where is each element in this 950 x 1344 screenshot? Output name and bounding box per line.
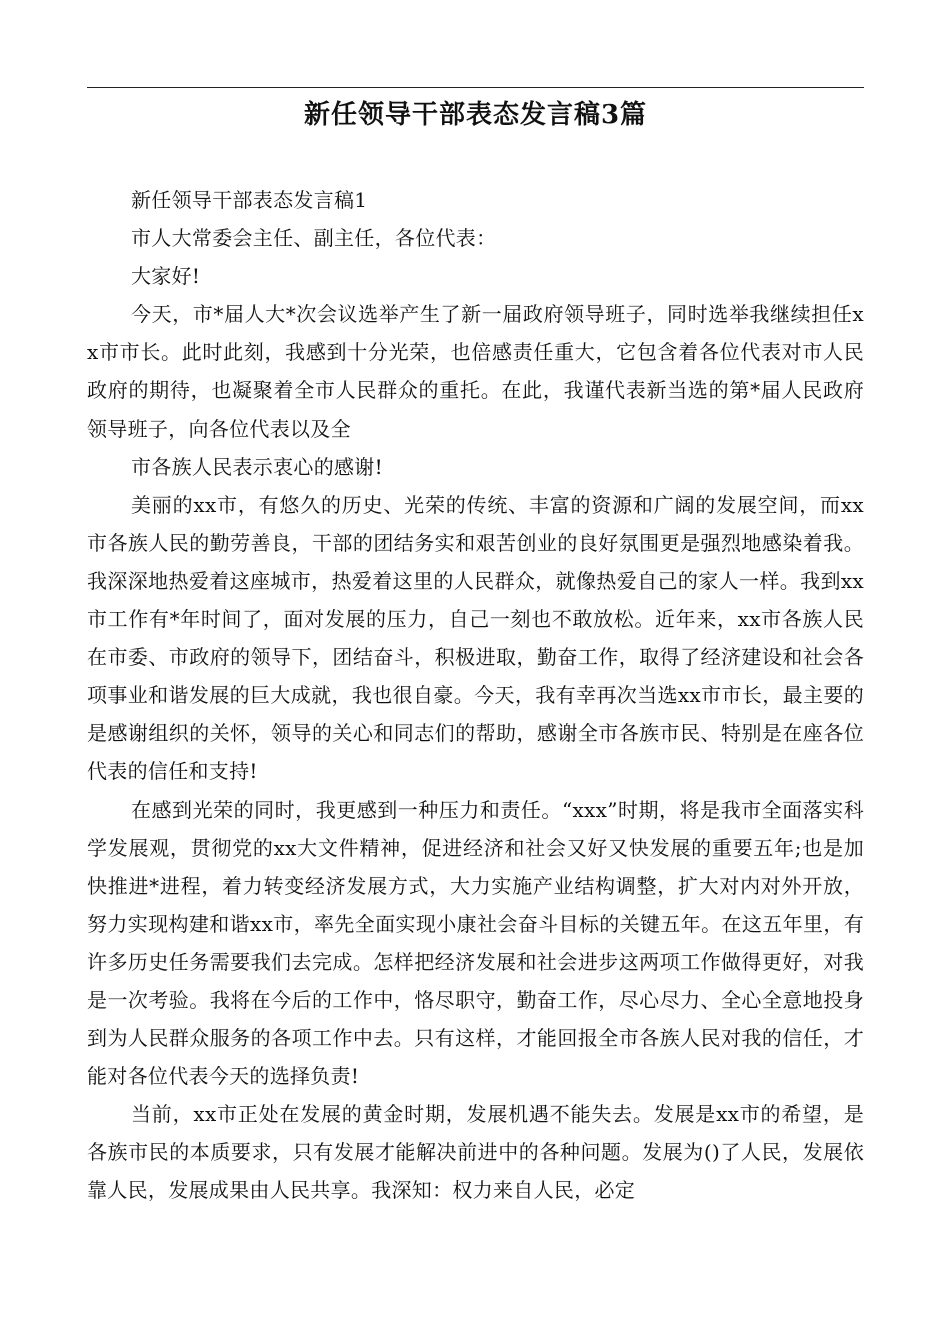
greeting-paragraph: 大家好! (131, 264, 201, 289)
document-title: 新任领导干部表态发言稿3篇 (303, 100, 648, 130)
body-paragraph: 市各族人民表示衷心的感谢! (131, 454, 383, 479)
body-paragraph: 今天，市*届人大*次会议选举产生了新一届政府领导班子，同时选举我继续担任xx市市长。此时此刻，我感到十分光荣，也倍感责任重大，它包含着各位代表对市人民政府的期待，也凝聚着全市人民群众的重托。在此，我谨代表新当选的第*届人民政府领导班子，向各位代表以及全 (87, 302, 864, 441)
body-paragraph: 当前，xx市正处在发展的黄金时期，发展机遇不能失去。发展是xx市的希望，是各族市民的本质要求，只有发展才能解决前进中的各种问题。发展为()了人民，发展依靠人民，发展成果由人民共享。我深知：权力来自人民，必定 (87, 1102, 864, 1203)
salutation-paragraph: 市人大常委会主任、副主任，各位代表： (131, 226, 497, 251)
header-rule (87, 87, 864, 88)
document-body (87, 181, 864, 1210)
body-paragraph: 美丽的xx市，有悠久的历史、光荣的传统、丰富的资源和广阔的发展空间，而xx市各族人民的勤劳善良，干部的团结务实和艰苦创业的良好氛围更是强烈地感染着我。我深深地热爱着这座城市，热爱着这里的人民群众，就像热爱自己的家人一样。我到xx市工作有*年时间了，面对发展的压力，自己一刻也不敢放松。近年来，xx市各族人民在市委、市政府的领导下，团结奋斗，积极进取，勤奋工作，取得了经济建设和社会各项事业和谐发展的巨大成就，我也很自豪。今天，我有幸再次当选xx市市长，最主要的是感谢组织的关怀，领导的关心和同志们的帮助，感谢全市各族市民、特别是在座各位代表的信任和支持! (87, 492, 864, 784)
body-paragraph: 在感到光荣的同时，我更感到一种压力和责任。“xxx”时期，将是我市全面落实科学发展观，贯彻党的xx大文件精神，促进经济和社会又好又快发展的重要五年;也是加快推进*进程，着力转变经济发展方式，大力实施产业结构调整，扩大对内对外开放，努力实现构建和谐xx市，率先全面实现小康社会奋斗目标的关键五年。在这五年里，有许多历史任务需要我们去完成。怎样把经济发展和社会进步这两项工作做得更好，对我是一次考验。我将在今后的工作中，恪尽职守，勤奋工作，尽心尽力、全心全意地投身到为人民群众服务的各项工作中去。只有这样，才能回报全市各族人民对我的信任，才能对各位代表今天的选择负责! (87, 797, 864, 1089)
subtitle-paragraph: 新任领导干部表态发言稿1 (131, 188, 368, 212)
